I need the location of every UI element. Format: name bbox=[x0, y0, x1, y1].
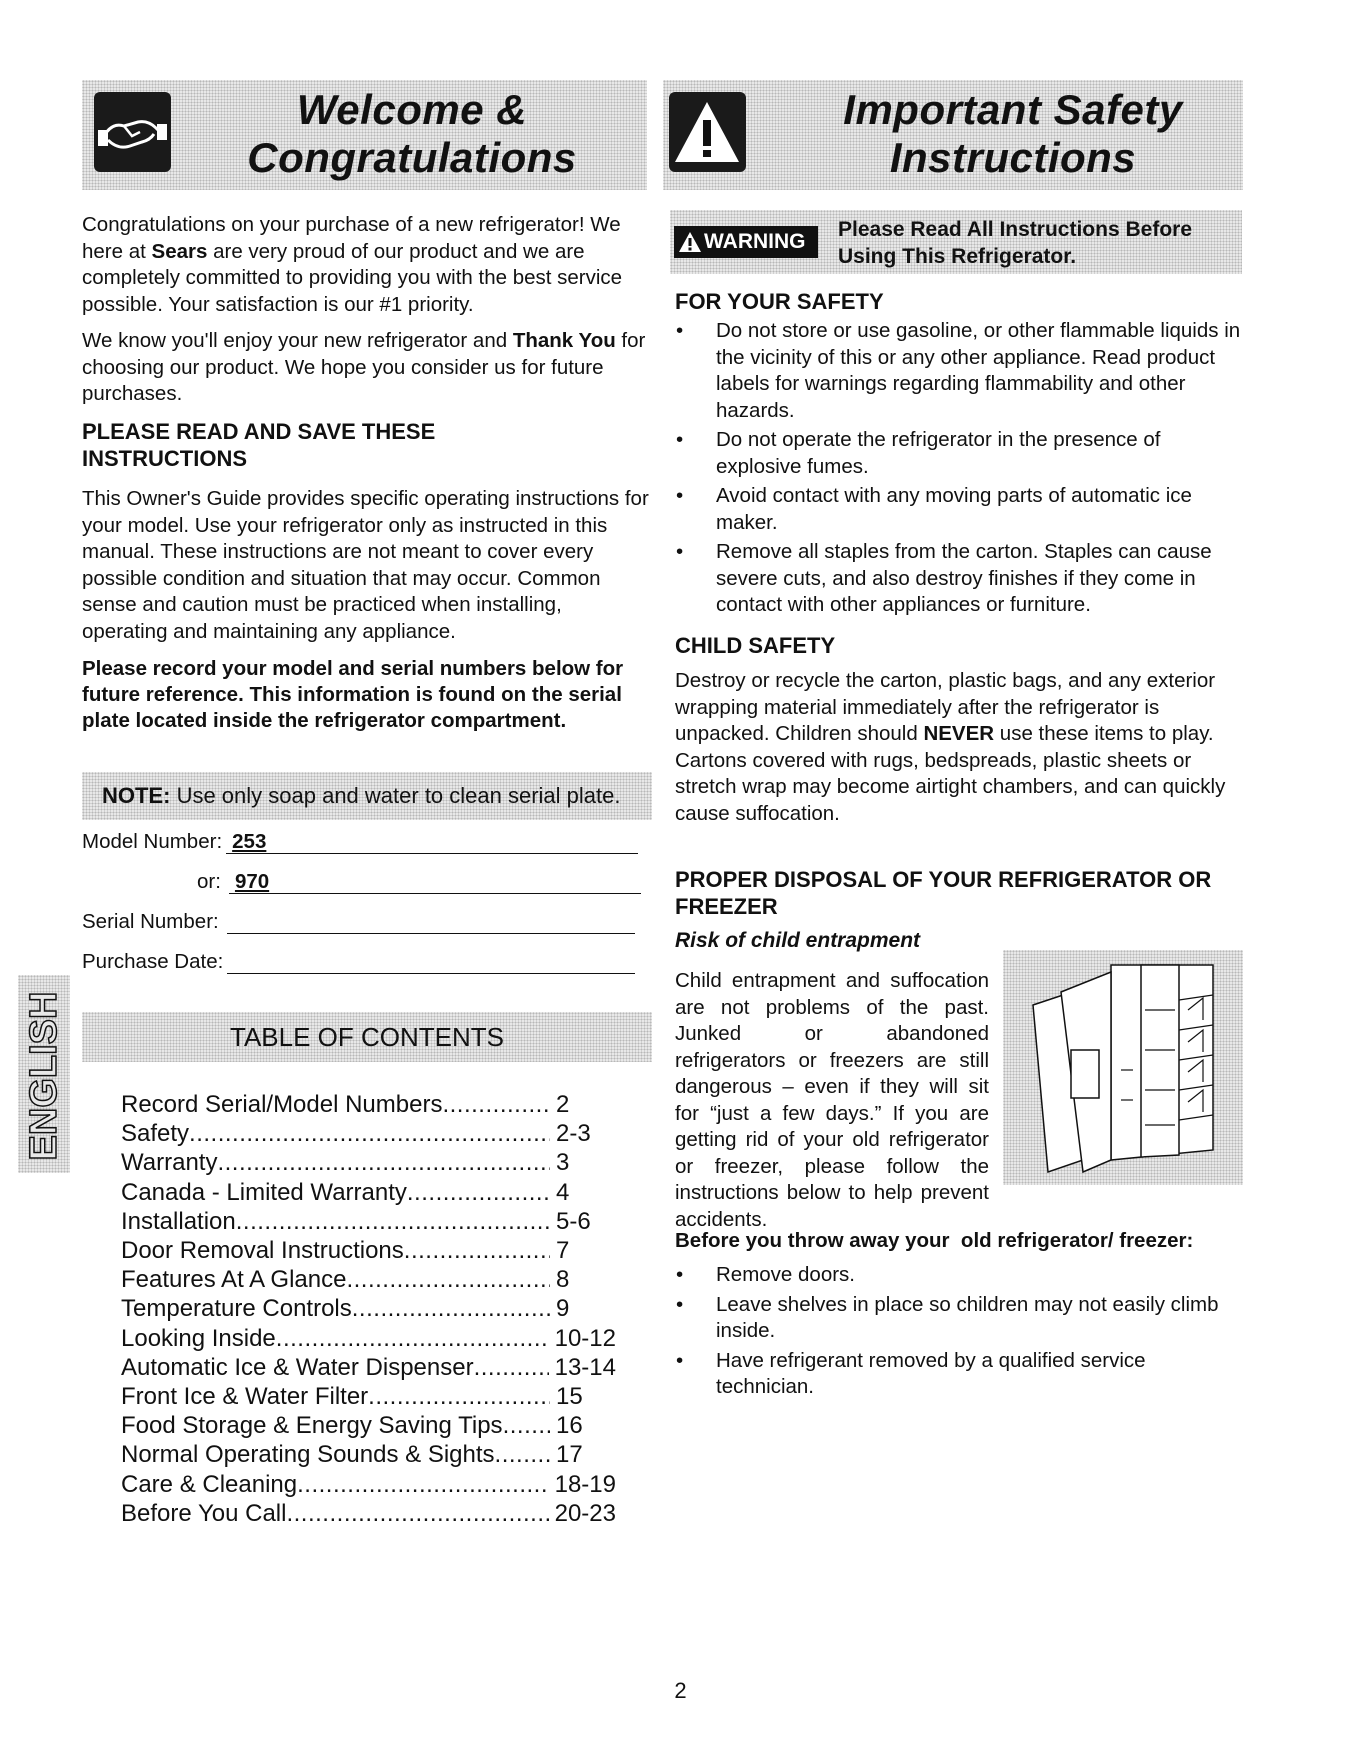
toc-entry-label: Canada - Limited Warranty bbox=[121, 1178, 407, 1206]
toc-entry bbox=[121, 1382, 616, 1411]
toc-entry-leader bbox=[407, 1178, 550, 1207]
safety-list-item: • Do not store or use gasoline, or other flammable liquids in the vicinity of this or any other appliance. Read product labels for warnings regarding flammability and other hazards. bbox=[675, 318, 1245, 424]
toc-entry-page: 8 bbox=[556, 1266, 570, 1294]
toc-entry-page: 20-23 bbox=[554, 1499, 616, 1527]
safety-list-item: • Remove all staples from the carton. Staples can cause severe cuts, and also destroy finishes if they come in contact with other appliances or furniture. bbox=[675, 539, 1245, 619]
toc-entry-label: Looking Inside bbox=[121, 1324, 276, 1352]
toc-entry bbox=[121, 1499, 616, 1528]
toc-entry-label: Normal Operating Sounds & Sights bbox=[121, 1441, 495, 1469]
toc-entry-label: Warranty bbox=[121, 1149, 218, 1177]
toc-entry-leader bbox=[495, 1440, 550, 1469]
toc-entry-page: 7 bbox=[556, 1237, 570, 1265]
toc-entry-page: 16 bbox=[556, 1412, 583, 1440]
toc-entry-page: 18-19 bbox=[554, 1470, 616, 1498]
toc-entry-page: 4 bbox=[556, 1178, 570, 1206]
toc-entry-leader bbox=[368, 1382, 550, 1411]
toc-entry-label: Temperature Controls bbox=[121, 1295, 352, 1323]
toc-entry bbox=[121, 1324, 616, 1353]
toc-entry bbox=[121, 1294, 616, 1323]
toc-list bbox=[121, 1090, 616, 1528]
toc-entry bbox=[121, 1236, 616, 1265]
safety-title: Important Safety Instructions bbox=[843, 86, 1183, 181]
language-tab-label: ENGLISH bbox=[23, 991, 65, 1161]
toc-entry-page: 13-14 bbox=[554, 1353, 616, 1381]
toc-entry-leader bbox=[286, 1499, 548, 1528]
toc-entry-leader bbox=[236, 1207, 550, 1236]
toc-entry-leader bbox=[404, 1236, 550, 1265]
toc-entry-leader bbox=[352, 1294, 550, 1323]
toc-entry bbox=[121, 1411, 616, 1440]
toc-title: TABLE OF CONTENTS bbox=[230, 1022, 504, 1052]
welcome-title: Welcome & Congratulations bbox=[247, 86, 577, 181]
toc-entry-leader bbox=[217, 1148, 550, 1177]
toc-entry-label: Front Ice & Water Filter bbox=[121, 1383, 369, 1411]
warning-badge: WARNING bbox=[674, 226, 818, 258]
before-throw-away-heading: Before you throw away your old refrigerator/ freezer: bbox=[675, 1229, 1194, 1252]
child-safety-heading: CHILD SAFETY bbox=[675, 633, 836, 658]
toc-entry bbox=[121, 1353, 616, 1382]
alt-model-number-field: or: 970 bbox=[197, 870, 641, 894]
toc-entry bbox=[121, 1265, 616, 1294]
toc-title-bar bbox=[82, 1012, 652, 1062]
toc-entry bbox=[121, 1207, 616, 1236]
refrigerator-illustration bbox=[1003, 950, 1243, 1185]
serial-number-line bbox=[227, 910, 635, 934]
toc-entry-leader bbox=[503, 1411, 550, 1440]
toc-entry-page: 3 bbox=[556, 1149, 570, 1177]
toc-entry-label: Record Serial/Model Numbers bbox=[121, 1091, 443, 1118]
note-label: NOTE: bbox=[102, 783, 171, 808]
disposal-list-item: • Remove doors. bbox=[675, 1262, 1245, 1289]
serial-number-field: Serial Number: bbox=[82, 910, 635, 934]
disposal-list-item: • Have refrigerant removed by a qualified service technician. bbox=[675, 1348, 1245, 1401]
intro-paragraph-2: We know you'll enjoy your new refrigerator and Thank You for choosing our product. We hope you consider us for future purchases. bbox=[82, 329, 646, 405]
safety-list-item: • Do not operate the refrigerator in the presence of explosive fumes. bbox=[675, 427, 1245, 480]
toc-entry-page: 15 bbox=[556, 1383, 583, 1411]
warning-line-2: Using This Refrigerator. bbox=[838, 245, 1077, 268]
safety-header bbox=[663, 80, 1243, 190]
record-numbers-paragraph: Please record your model and serial numbers below for future reference. This information is found on the serial plate located inside the refrigerator compartment. bbox=[82, 657, 624, 732]
safety-list bbox=[675, 318, 1245, 622]
for-your-safety-heading: FOR YOUR SAFETY bbox=[675, 289, 884, 314]
toc-entry-label: Automatic Ice & Water Dispenser bbox=[121, 1353, 474, 1381]
warning-banner bbox=[670, 210, 1242, 274]
toc-entry-leader bbox=[276, 1324, 549, 1353]
warning-triangle-icon bbox=[669, 92, 746, 172]
model-number-field: Model Number: 253 bbox=[82, 830, 638, 854]
toc-entry-leader bbox=[189, 1119, 550, 1148]
toc-entry bbox=[121, 1470, 616, 1499]
toc-entry-label: Door Removal Instructions bbox=[121, 1237, 404, 1265]
toc-entry bbox=[121, 1090, 616, 1119]
toc-entry bbox=[121, 1178, 616, 1207]
toc-entry-label: Safety bbox=[121, 1120, 190, 1148]
warning-triangle-icon bbox=[678, 231, 702, 253]
toc-entry bbox=[121, 1440, 616, 1469]
toc-entry-page: 17 bbox=[556, 1441, 583, 1469]
owners-guide-paragraph: This Owner's Guide provides specific operating instructions for your model. Use your refrigerator only as instructed in this manual. These instructions are not meant to cover every possible condition and situation that may occur. Common sense and caution must be practiced when installing, operating and maintaining any appliance. bbox=[82, 487, 649, 643]
alt-model-number-value: 970 bbox=[229, 870, 641, 894]
toc-entry-label: Care & Cleaning bbox=[121, 1470, 298, 1498]
safety-list-item: • Avoid contact with any moving parts of automatic ice maker. bbox=[675, 483, 1245, 536]
toc-entry-label: Before You Call bbox=[121, 1499, 287, 1527]
model-number-value: 253 bbox=[226, 830, 638, 854]
intro-paragraph-1: Congratulations on your purchase of a new refrigerator! We here at Sears are very proud of our product and we are completely committed to providing you with the best service possible. Your satisfaction is our #1 priority. bbox=[82, 213, 623, 316]
handshake-icon bbox=[94, 92, 171, 172]
child-safety-paragraph: Destroy or recycle the carton, plastic bags, and any exterior wrapping material immediately after the refrigerator is unpacked. Children should NEVER use these items to play. Cartons covered with rugs, bedspreads, plastic sheets or stretch wrap may become airtight chambers, and can quickly cause suffocation. bbox=[675, 669, 1226, 825]
purchase-date-field: Purchase Date: bbox=[82, 950, 635, 974]
language-tab bbox=[18, 975, 70, 1173]
note-text: Use only soap and water to clean serial plate. bbox=[170, 783, 621, 808]
toc-entry-label: Installation bbox=[121, 1207, 236, 1235]
toc-entry-leader bbox=[442, 1090, 550, 1119]
toc-entry-page: 5-6 bbox=[556, 1207, 591, 1235]
toc-entry-page: 2 bbox=[556, 1091, 570, 1118]
toc-entry-page: 2-3 bbox=[556, 1120, 591, 1148]
welcome-header bbox=[82, 80, 647, 190]
disposal-subheading: Risk of child entrapment bbox=[675, 929, 921, 952]
toc-entry-page: 9 bbox=[556, 1295, 570, 1323]
toc-entry-label: Food Storage & Energy Saving Tips bbox=[121, 1412, 503, 1440]
save-instructions-heading: PLEASE READ AND SAVE THESE INSTRUCTIONS bbox=[82, 419, 436, 471]
purchase-date-line bbox=[227, 950, 635, 974]
disposal-list-item: • Leave shelves in place so children may not easily climb inside. bbox=[675, 1292, 1245, 1345]
toc-entry-label: Features At A Glance bbox=[121, 1266, 347, 1294]
disposal-heading: PROPER DISPOSAL OF YOUR REFRIGERATOR OR FREEZER bbox=[675, 867, 1212, 919]
toc-entry-leader bbox=[346, 1265, 550, 1294]
note-box bbox=[82, 772, 652, 820]
toc-entry-leader bbox=[297, 1470, 549, 1499]
page-number: 2 bbox=[674, 1678, 687, 1703]
warning-line-1: Please Read All Instructions Before bbox=[838, 218, 1192, 241]
toc-entry-leader bbox=[474, 1353, 549, 1382]
disposal-paragraph: Child entrapment and suffocation are not problems of the past. Junked or abandoned refrigerators or freezers are still dangerous – even if they will sit for “just a few days.” If you are getting rid of your old refrigerator or freezer, please follow the instructions below to help prevent accidents. bbox=[675, 969, 989, 1231]
disposal-list bbox=[675, 1262, 1245, 1404]
toc-entry bbox=[121, 1148, 616, 1177]
toc-entry bbox=[121, 1119, 616, 1148]
toc-entry-page: 10-12 bbox=[554, 1324, 616, 1352]
